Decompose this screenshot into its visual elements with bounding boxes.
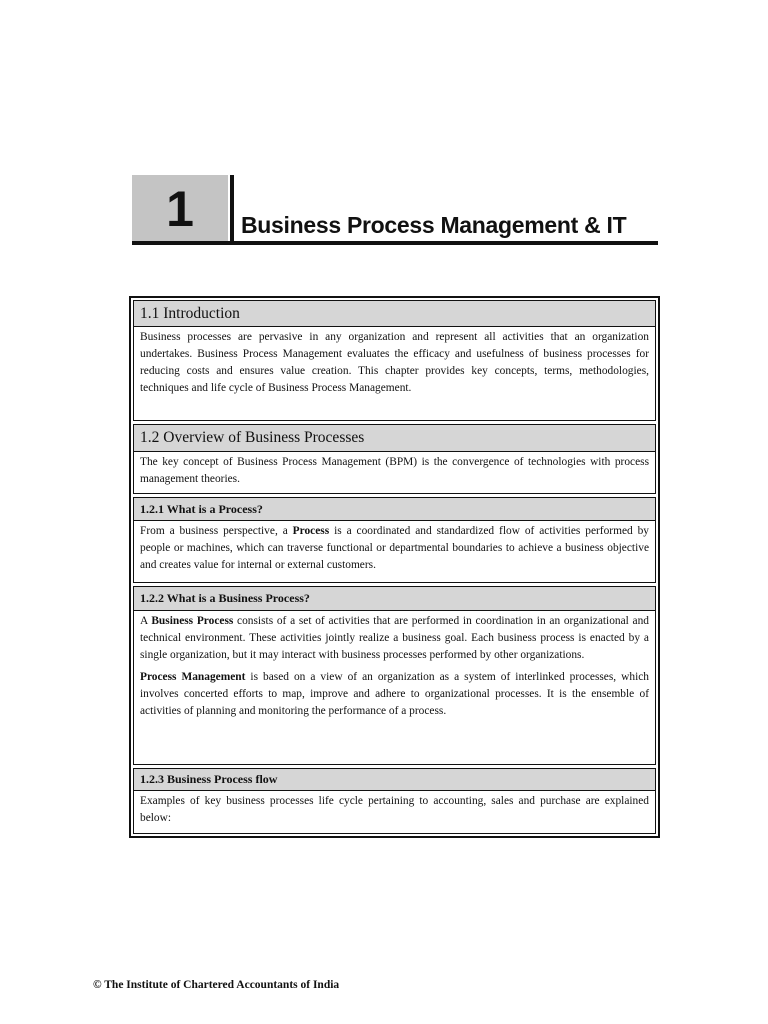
text-run: A [140, 615, 152, 627]
section-overview [133, 424, 656, 494]
paragraph: The key concept of Business Process Management (BPM) is the convergence of technologies with process management theories. [140, 456, 649, 485]
section-heading: 1.2 Overview of Business Processes [134, 425, 655, 452]
footer-copyright: © The Institute of Chartered Accountants of India [93, 979, 340, 991]
text-run: From a business perspective, a [140, 525, 293, 537]
paragraph [140, 523, 649, 574]
section-heading: 1.1 Introduction [134, 301, 655, 327]
bold-term: Business Process [151, 615, 234, 627]
chapter-title: Business Process Management & IT [241, 212, 627, 238]
section-body [134, 327, 655, 400]
text-run: consists of a set of activities that are performed in coordination in an organizational and technical environment. These activities jointly realize a business goal. Each business process is enacted by a single organization, but it may interact with business processes performed by other organizations. [140, 615, 649, 661]
section-heading: 1.2.2 What is a Business Process? [134, 587, 655, 611]
section-body [134, 611, 655, 723]
section-what-is-business-process [133, 586, 656, 765]
section-introduction [133, 300, 656, 421]
chapter-divider-vertical [230, 175, 234, 245]
chapter-underline [132, 241, 658, 245]
section-body [134, 452, 655, 491]
paragraph [140, 669, 649, 720]
text-run: is based on a view of an organization as a system of interlinked processes, which involves concerted efforts to map, improve and adhere to organizational processes. It is the ensemble of activities of planning and monitoring the performance of a process. [140, 671, 649, 717]
paragraph [140, 613, 649, 664]
chapter-number: 1 [166, 181, 194, 237]
text-run: is a coordinated and standardized flow of activities performed by people or machines, which can traverse functional or departmental boundaries to achieve a business objective and creates value for internal or external customers. [140, 525, 649, 571]
section-business-process-flow [133, 768, 656, 834]
bold-term: Process Management [140, 671, 246, 683]
paragraph: Business processes are pervasive in any organization and represent all activities that an organization undertakes. Business Process Management evaluates the efficacy and usefulness of business processes for reducing costs and ensures value creation. This chapter provides key concepts, terms, methodologies, techniques and life cycle of Business Process Management. [140, 331, 649, 394]
section-what-is-process [133, 497, 656, 583]
section-heading: 1.2.3 Business Process flow [134, 769, 655, 791]
section-body [134, 521, 655, 577]
section-heading: 1.2.1 What is a Process? [134, 498, 655, 521]
paragraph: Examples of key business processes life cycle pertaining to accounting, sales and purchase are explained below: [140, 795, 649, 824]
bold-term: Process [292, 525, 330, 537]
section-body [134, 791, 655, 830]
chapter-number-box [132, 175, 228, 243]
